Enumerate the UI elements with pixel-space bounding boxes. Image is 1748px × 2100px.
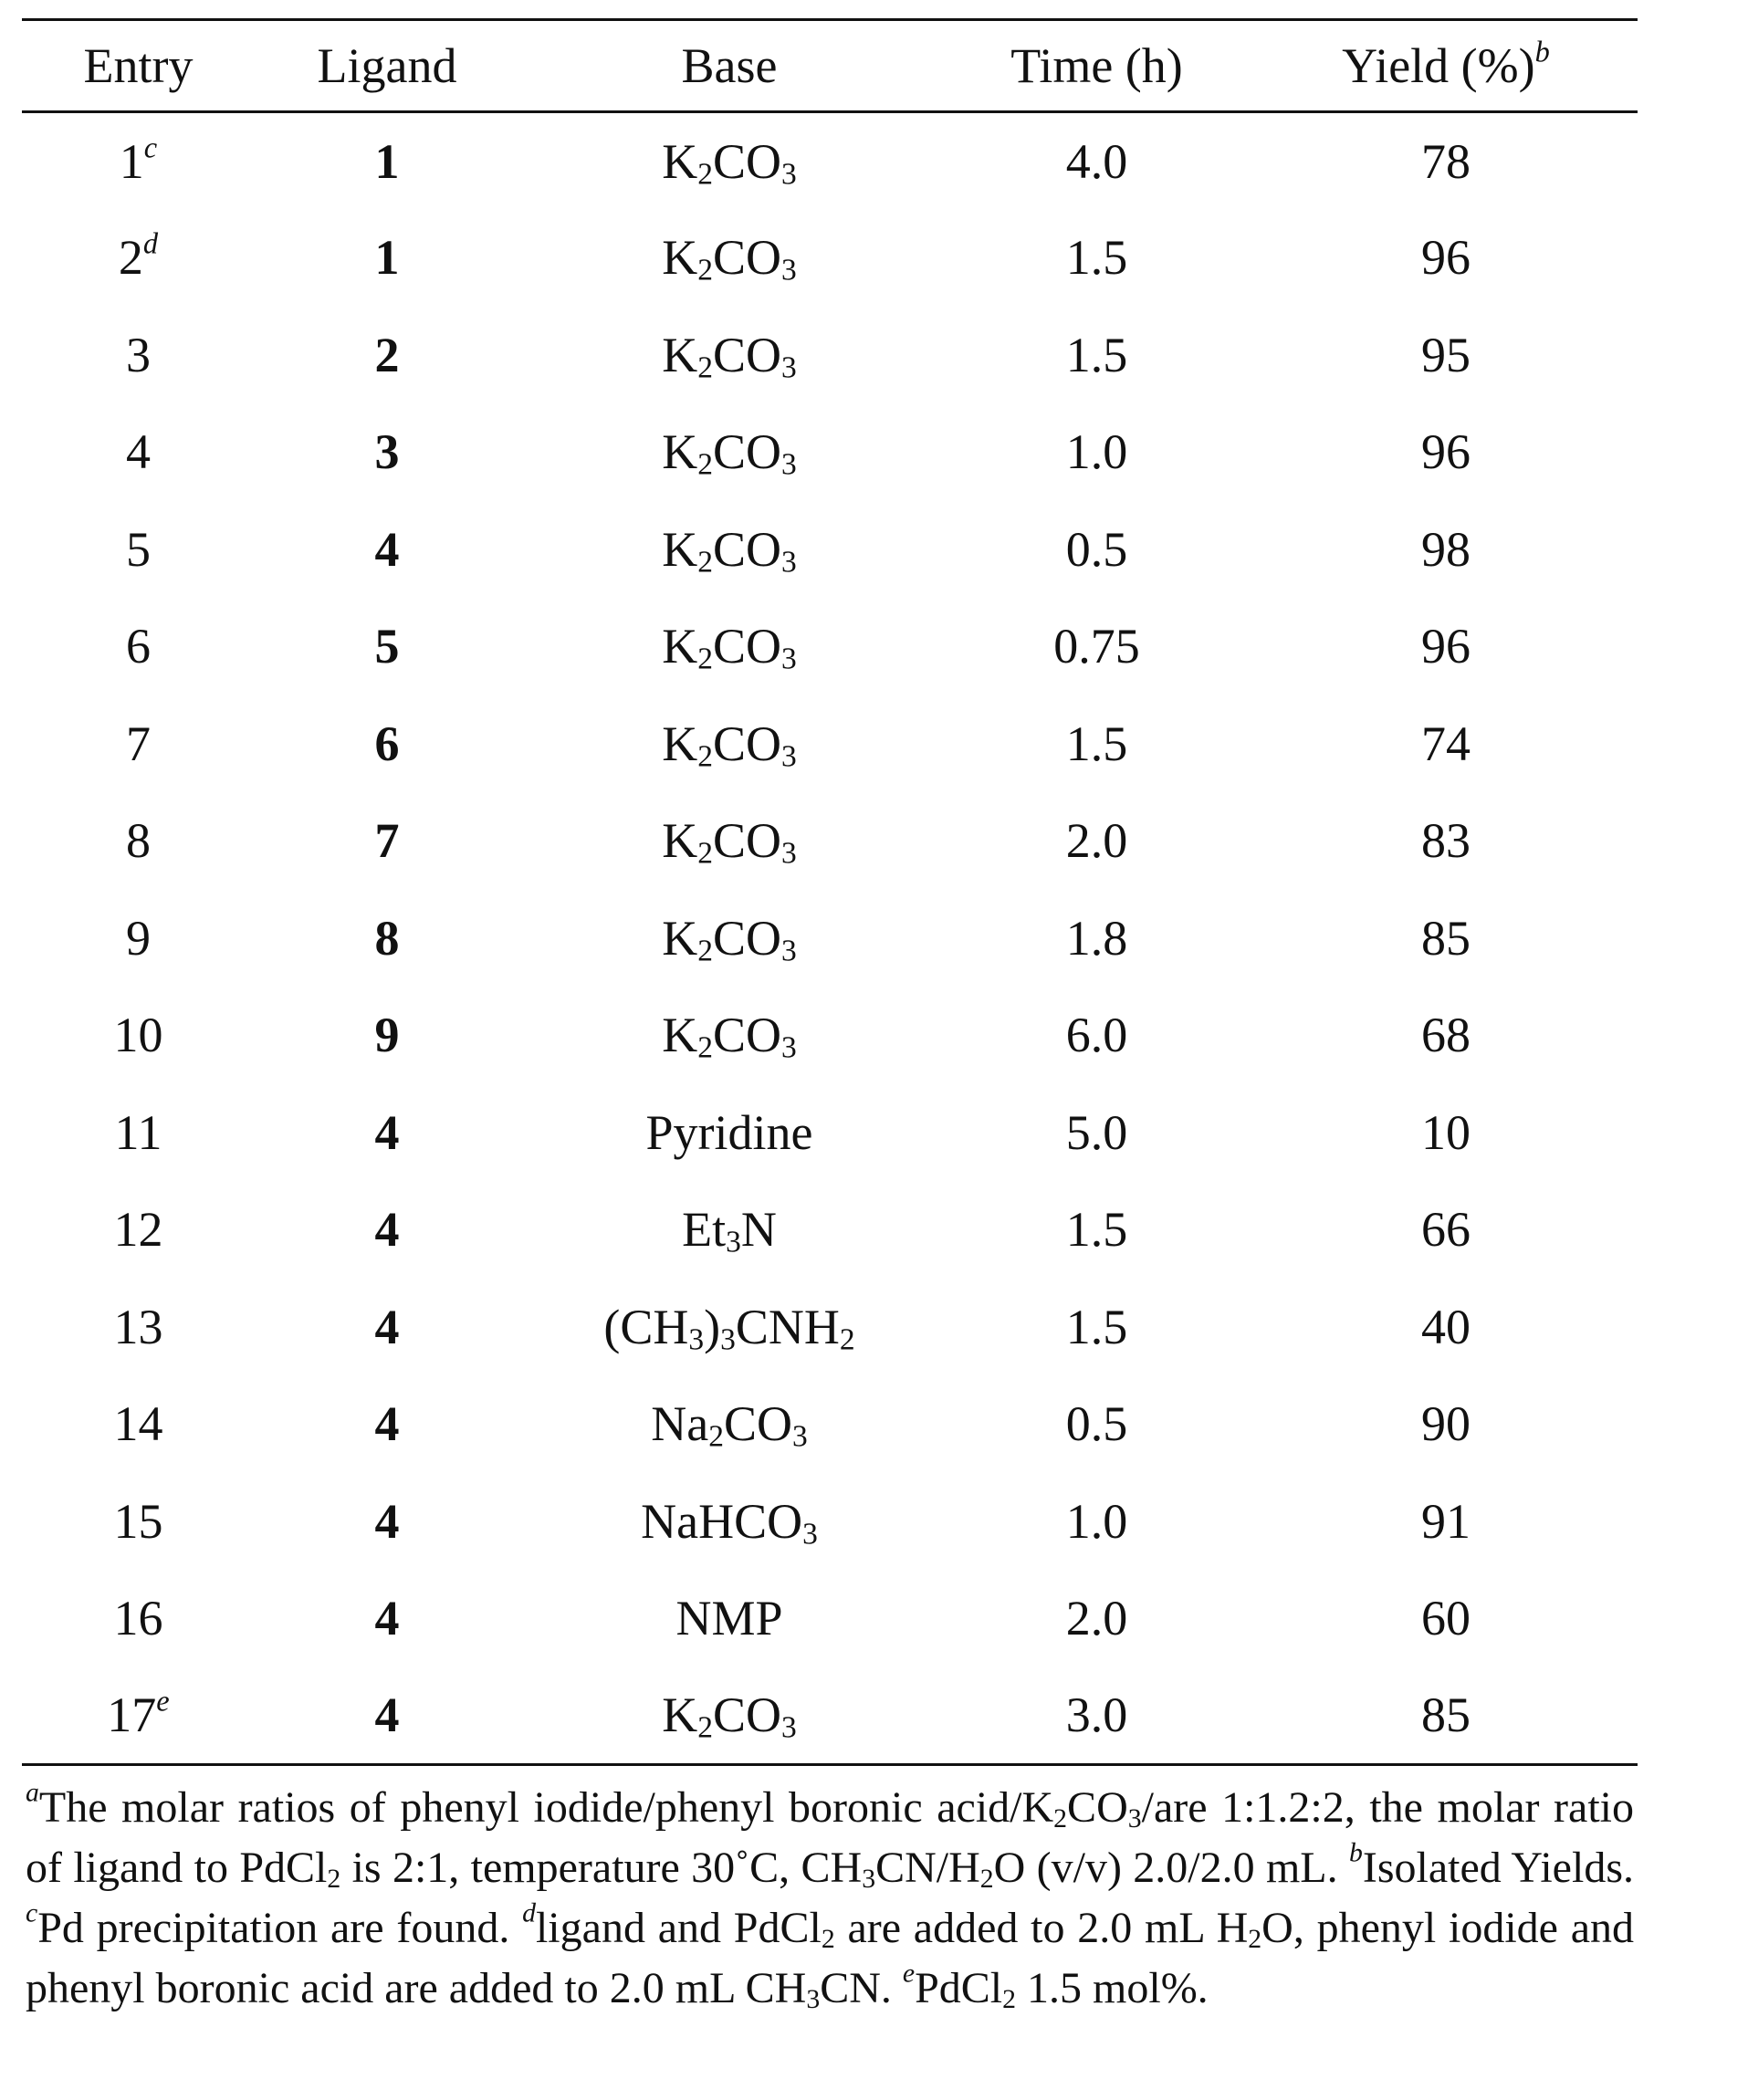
header-yield (1254, 20, 1638, 112)
base-text: K (662, 327, 698, 382)
cell-entry (22, 1667, 255, 1765)
cell-entry (22, 598, 255, 695)
base-subscript: 3 (688, 1322, 705, 1357)
entry-number: 5 (126, 521, 151, 577)
footnote-subscript: 2 (821, 1923, 835, 1954)
cell-time (939, 1375, 1254, 1473)
footnote-mark-a: a (26, 1777, 39, 1808)
yield-value: 90 (1421, 1396, 1471, 1452)
footnote-text: PdCl (915, 1964, 1003, 2012)
cell-ligand (255, 501, 519, 599)
header-base-label: Base (681, 38, 778, 93)
entry-footnote-mark: d (142, 227, 159, 261)
base-subscript: 3 (781, 934, 797, 968)
cell-base (519, 1570, 939, 1667)
header-yield-footnote-mark: b (1534, 36, 1550, 69)
table-row (22, 1667, 1638, 1765)
base-subscript: 2 (697, 350, 713, 385)
footnote-text: /are 1:1.2:2, the molar ratio of ligand to PdCl (26, 1783, 1635, 1892)
entry-number: 14 (113, 1396, 163, 1452)
ligand-number: 7 (374, 813, 400, 869)
cell-entry (22, 890, 255, 987)
table-row (22, 890, 1638, 987)
base-text: K (662, 716, 698, 771)
ligand-number: 4 (374, 1104, 400, 1160)
entry-number: 7 (126, 716, 151, 771)
time-value: 1.8 (1065, 910, 1128, 966)
cell-entry (22, 1570, 255, 1667)
table-body (22, 112, 1638, 1765)
reaction-table-container (22, 18, 1638, 1766)
cell-ligand (255, 1570, 519, 1667)
cell-base (519, 1181, 939, 1279)
cell-yield (1254, 403, 1638, 501)
footnote-subscript: 2 (1002, 1983, 1017, 2014)
time-value: 1.0 (1065, 424, 1128, 480)
cell-base (519, 987, 939, 1084)
base-subscript: 2 (697, 836, 713, 871)
cell-yield (1254, 695, 1638, 793)
footnote-text: CN/H (875, 1844, 980, 1892)
base-subscript: 3 (781, 739, 797, 774)
base-subscript: 3 (720, 1322, 736, 1357)
ligand-number: 6 (374, 716, 400, 771)
base-subscript: 2 (839, 1322, 855, 1357)
footnote-text: Pd precipitation are found. (37, 1904, 523, 1952)
cell-ligand (255, 1181, 519, 1279)
footnote-text: The molar ratios of phenyl iodide/phenyl boronic acid/K (38, 1783, 1054, 1832)
cell-ligand (255, 112, 519, 210)
entry-number: 1 (119, 133, 144, 189)
base-text: K (662, 813, 698, 869)
header-yield-label: Yield (%) (1342, 38, 1535, 93)
cell-entry (22, 695, 255, 793)
base-subscript: 2 (697, 1030, 713, 1065)
cell-yield (1254, 890, 1638, 987)
ligand-number: 4 (374, 1687, 400, 1742)
time-value: 3.0 (1065, 1687, 1128, 1742)
time-value: 1.5 (1065, 327, 1128, 382)
ligand-number: 4 (374, 1202, 400, 1258)
cell-base (519, 792, 939, 890)
cell-ligand (255, 403, 519, 501)
cell-ligand (255, 1279, 519, 1376)
header-entry-label: Entry (83, 38, 194, 93)
cell-yield (1254, 112, 1638, 210)
base-text: N (740, 1202, 777, 1258)
base-text: CO (712, 813, 781, 869)
footnote-text: O, phenyl iodide and phenyl boronic acid are added to 2.0 mL CH (26, 1904, 1635, 2012)
footnote-text: 1.5 mol%. (1016, 1964, 1209, 2012)
base-text: CO (712, 327, 781, 382)
base-text: K (662, 619, 698, 674)
footnote-subscript: 2 (1248, 1923, 1262, 1954)
base-subscript: 3 (781, 545, 797, 580)
cell-yield (1254, 1570, 1638, 1667)
cell-time (939, 1279, 1254, 1376)
cell-yield (1254, 307, 1638, 404)
yield-value: 40 (1421, 1299, 1471, 1354)
cell-ligand (255, 1667, 519, 1765)
cell-entry (22, 1279, 255, 1376)
table-row (22, 307, 1638, 404)
base-text: CO (712, 619, 781, 674)
yield-value: 78 (1421, 133, 1471, 189)
yield-value: 96 (1421, 424, 1471, 480)
table-row (22, 1570, 1638, 1667)
cell-entry (22, 501, 255, 599)
cell-base (519, 695, 939, 793)
cell-yield (1254, 1473, 1638, 1571)
cell-base (519, 209, 939, 307)
cell-time (939, 307, 1254, 404)
table-row (22, 112, 1638, 210)
base-text: NMP (675, 1591, 783, 1646)
table-row (22, 1181, 1638, 1279)
cell-yield (1254, 1279, 1638, 1376)
entry-footnote-mark: e (156, 1685, 170, 1719)
base-text: K (662, 521, 698, 577)
cell-ligand (255, 307, 519, 404)
time-value: 2.0 (1065, 1591, 1128, 1646)
entry-number: 4 (126, 424, 151, 480)
cell-yield (1254, 598, 1638, 695)
cell-ligand (255, 695, 519, 793)
yield-value: 98 (1421, 521, 1471, 577)
cell-entry (22, 1084, 255, 1182)
yield-value: 96 (1421, 619, 1471, 674)
cell-time (939, 209, 1254, 307)
base-text: (CH (603, 1299, 689, 1354)
header-time (939, 20, 1254, 112)
base-text: Na (651, 1396, 709, 1452)
entry-number: 17 (107, 1687, 157, 1742)
cell-base (519, 307, 939, 404)
cell-base (519, 112, 939, 210)
cell-base (519, 1667, 939, 1765)
cell-entry (22, 307, 255, 404)
base-subscript: 2 (697, 1710, 713, 1745)
base-text: Et (682, 1202, 727, 1258)
base-text: K (662, 424, 698, 480)
yield-value: 68 (1421, 1008, 1471, 1063)
table-row (22, 1473, 1638, 1571)
cell-base (519, 1279, 939, 1376)
base-text: K (662, 230, 698, 286)
base-subscript: 2 (697, 253, 713, 287)
cell-entry (22, 209, 255, 307)
ligand-number: 9 (374, 1008, 400, 1063)
table-header (22, 20, 1638, 112)
base-text: CO (712, 1008, 781, 1063)
base-text: CO (712, 910, 781, 966)
cell-time (939, 792, 1254, 890)
base-text: K (662, 133, 698, 189)
table-row (22, 792, 1638, 890)
base-text: K (662, 1008, 698, 1063)
base-text: K (662, 1687, 698, 1742)
ligand-number: 4 (374, 521, 400, 577)
entry-number: 11 (114, 1104, 162, 1160)
base-text: CNH (735, 1299, 840, 1354)
entry-number: 15 (113, 1493, 163, 1549)
base-subscript: 3 (781, 350, 797, 385)
cell-ligand (255, 987, 519, 1084)
time-value: 0.5 (1065, 1396, 1128, 1452)
cell-base (519, 1375, 939, 1473)
table-row (22, 209, 1638, 307)
base-text: CO (712, 521, 781, 577)
entry-number: 13 (113, 1299, 163, 1354)
cell-yield (1254, 501, 1638, 599)
footnote-mark-d: d (522, 1897, 536, 1928)
cell-ligand (255, 1375, 519, 1473)
footnote-mark-b: b (1348, 1837, 1363, 1868)
footnote-subscript: 2 (327, 1863, 341, 1894)
cell-yield (1254, 209, 1638, 307)
cell-yield (1254, 792, 1638, 890)
base-subscript: 3 (781, 157, 797, 192)
cell-entry (22, 987, 255, 1084)
base-subscript: 3 (791, 1419, 808, 1454)
entry-number: 8 (126, 813, 151, 869)
table-footnote (26, 1778, 1634, 2019)
table-row (22, 403, 1638, 501)
cell-yield (1254, 1084, 1638, 1182)
footnote-text: CO (1067, 1783, 1128, 1832)
time-value: 1.0 (1065, 1493, 1128, 1549)
cell-base (519, 598, 939, 695)
base-text: CO (712, 230, 781, 286)
entry-number: 10 (113, 1008, 163, 1063)
ligand-number: 8 (374, 910, 400, 966)
cell-time (939, 1667, 1254, 1765)
cell-time (939, 598, 1254, 695)
base-subscript: 2 (697, 934, 713, 968)
yield-value: 85 (1421, 1687, 1471, 1742)
entry-footnote-mark: c (143, 131, 158, 164)
cell-base (519, 1473, 939, 1571)
base-text: CO (712, 133, 781, 189)
cell-time (939, 695, 1254, 793)
table-row (22, 987, 1638, 1084)
cell-time (939, 501, 1254, 599)
footnote-subscript: 3 (1127, 1802, 1142, 1834)
entry-number: 6 (126, 619, 151, 674)
header-row (22, 20, 1638, 112)
base-subscript: 2 (697, 545, 713, 580)
table-row (22, 1279, 1638, 1376)
yield-value: 91 (1421, 1493, 1471, 1549)
header-ligand (255, 20, 519, 112)
ligand-number: 4 (374, 1493, 400, 1549)
base-subscript: 3 (781, 253, 797, 287)
cell-base (519, 403, 939, 501)
cell-entry (22, 112, 255, 210)
cell-entry (22, 1375, 255, 1473)
base-text: CO (712, 1687, 781, 1742)
base-subscript: 3 (781, 1710, 797, 1745)
footnote-mark-c: c (26, 1897, 38, 1928)
time-value: 0.75 (1053, 619, 1140, 674)
footnote-subscript: 3 (806, 1983, 821, 2014)
table-row (22, 695, 1638, 793)
cell-base (519, 890, 939, 987)
time-value: 2.0 (1065, 813, 1128, 869)
yield-value: 96 (1421, 230, 1471, 286)
cell-time (939, 1570, 1254, 1667)
time-value: 1.5 (1065, 716, 1128, 771)
entry-number: 3 (126, 327, 151, 382)
base-subscript: 3 (781, 642, 797, 676)
cell-entry (22, 1473, 255, 1571)
ligand-number: 5 (374, 619, 400, 674)
base-text: NaHCO (641, 1493, 803, 1549)
cell-yield (1254, 987, 1638, 1084)
footnote-text: are added to 2.0 mL H (834, 1904, 1249, 1952)
entry-number: 9 (126, 910, 151, 966)
ligand-number: 4 (374, 1396, 400, 1452)
header-time-label: Time (h) (1010, 38, 1183, 93)
base-text: Pyridine (645, 1104, 813, 1160)
time-value: 4.0 (1065, 133, 1128, 189)
cell-time (939, 987, 1254, 1084)
header-base (519, 20, 939, 112)
yield-value: 60 (1421, 1591, 1471, 1646)
yield-value: 66 (1421, 1202, 1471, 1258)
cell-ligand (255, 890, 519, 987)
cell-base (519, 1084, 939, 1182)
cell-time (939, 1084, 1254, 1182)
base-subscript: 3 (781, 1030, 797, 1065)
cell-ligand (255, 1084, 519, 1182)
time-value: 1.5 (1065, 1202, 1128, 1258)
table-row (22, 1375, 1638, 1473)
entry-number: 2 (118, 230, 143, 286)
base-text: K (662, 910, 698, 966)
footnote-subscript: 3 (862, 1863, 876, 1894)
cell-time (939, 1181, 1254, 1279)
ligand-number: 1 (374, 133, 400, 189)
footnote-text: CN. (820, 1964, 903, 2012)
footnote-text: O (v/v) 2.0/2.0 mL. (993, 1844, 1349, 1892)
footnote-subscript: 2 (1053, 1802, 1068, 1834)
cell-ligand (255, 209, 519, 307)
base-text: CO (712, 424, 781, 480)
ligand-number: 4 (374, 1299, 400, 1354)
header-entry (22, 20, 255, 112)
base-text: CO (723, 1396, 792, 1452)
time-value: 5.0 (1065, 1104, 1128, 1160)
header-ligand-label: Ligand (317, 38, 457, 93)
cell-yield (1254, 1181, 1638, 1279)
ligand-number: 3 (374, 424, 400, 480)
cell-ligand (255, 792, 519, 890)
time-value: 6.0 (1065, 1008, 1128, 1063)
cell-entry (22, 1181, 255, 1279)
cell-time (939, 403, 1254, 501)
footnote-text: ligand and PdCl (535, 1904, 822, 1952)
footnote-mark-e: e (902, 1958, 916, 1989)
cell-time (939, 890, 1254, 987)
time-value: 1.5 (1065, 1299, 1128, 1354)
cell-entry (22, 792, 255, 890)
base-subscript: 2 (697, 447, 713, 482)
base-subscript: 2 (697, 642, 713, 676)
base-subscript: 3 (802, 1517, 818, 1551)
cell-yield (1254, 1375, 1638, 1473)
cell-time (939, 112, 1254, 210)
cell-base (519, 501, 939, 599)
table-row (22, 501, 1638, 599)
footnote-text: Isolated Yields. (1362, 1844, 1635, 1892)
time-value: 0.5 (1065, 521, 1128, 577)
table-row (22, 1084, 1638, 1182)
cell-ligand (255, 598, 519, 695)
yield-value: 74 (1421, 716, 1471, 771)
yield-value: 95 (1421, 327, 1471, 382)
footnote-text: is 2:1, temperature 30˚C, CH (340, 1844, 863, 1892)
base-subscript: 3 (726, 1225, 741, 1259)
base-subscript: 2 (708, 1419, 724, 1454)
base-subscript: 3 (781, 447, 797, 482)
yield-value: 85 (1421, 910, 1471, 966)
entry-number: 16 (113, 1591, 163, 1646)
base-subscript: 2 (697, 157, 713, 192)
base-text: ) (704, 1299, 721, 1354)
ligand-number: 1 (374, 230, 400, 286)
base-text: CO (712, 716, 781, 771)
yield-value: 83 (1421, 813, 1471, 869)
yield-value: 10 (1421, 1104, 1471, 1160)
footnote-subscript: 2 (979, 1863, 994, 1894)
entry-number: 12 (113, 1202, 163, 1258)
base-subscript: 3 (781, 836, 797, 871)
table-row (22, 598, 1638, 695)
cell-yield (1254, 1667, 1638, 1765)
cell-time (939, 1473, 1254, 1571)
ligand-number: 2 (374, 327, 400, 382)
cell-entry (22, 403, 255, 501)
base-subscript: 2 (697, 739, 713, 774)
ligand-number: 4 (374, 1591, 400, 1646)
cell-ligand (255, 1473, 519, 1571)
time-value: 1.5 (1065, 230, 1128, 286)
reaction-table (22, 18, 1638, 1766)
